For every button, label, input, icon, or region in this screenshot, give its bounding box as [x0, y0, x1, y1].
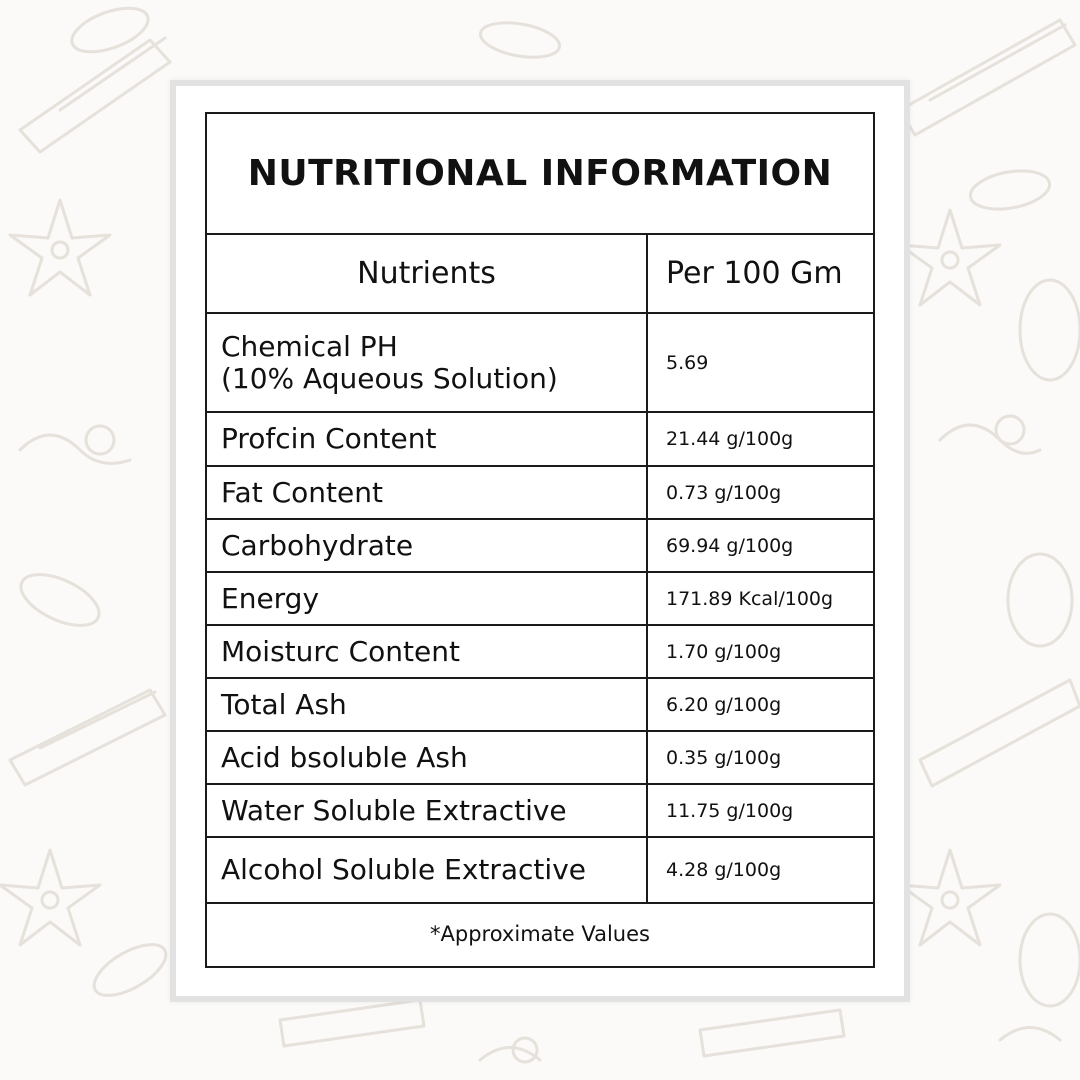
table-row [207, 679, 873, 732]
nutrient-value: 171.89 Kcal/100g [646, 573, 873, 624]
cinnamon-stick-icon [10, 690, 165, 785]
header-per-100-gm: Per 100 Gm [646, 235, 873, 312]
table-row [207, 626, 873, 679]
nutrition-table [205, 112, 875, 968]
nutrient-name: Water Soluble Extractive [221, 793, 567, 827]
nutrient-value: 4.28 g/100g [646, 838, 873, 902]
cinnamon-stick-icon [900, 20, 1075, 135]
nutrient-name: Fat Content [221, 475, 383, 509]
nutrient-name-text: Chemical PH (10% Aqueous Solution) [221, 329, 558, 395]
table-row [207, 314, 873, 413]
footnote: *Approximate Values [430, 922, 650, 946]
table-row [207, 520, 873, 573]
table-row [207, 573, 873, 626]
nutrient-value: 1.70 g/100g [646, 626, 873, 677]
nutrient-name: Carbohydrate [221, 528, 414, 562]
table-body [207, 314, 873, 904]
star-anise-icon [900, 210, 1000, 305]
nutrient-value: 0.35 g/100g [646, 732, 873, 783]
table-row [207, 838, 873, 904]
header-nutrients: Nutrients [357, 256, 496, 291]
nutrient-name: Alcohol Soluble Extractive [221, 853, 586, 886]
nutrient-value: 6.20 g/100g [646, 679, 873, 730]
nutrient-name: Acid bsoluble Ash [221, 740, 468, 774]
star-anise-icon [900, 850, 1000, 945]
cinnamon-stick-icon [920, 680, 1080, 786]
star-anise-icon [10, 200, 110, 295]
nutrient-value: 11.75 g/100g [646, 785, 873, 836]
nutrient-value: 0.73 g/100g [646, 467, 873, 518]
table-row [207, 785, 873, 838]
nutrient-value: 21.44 g/100g [646, 413, 873, 465]
table-title: NUTRITIONAL INFORMATION [247, 153, 833, 194]
table-row [207, 467, 873, 520]
cinnamon-stick-icon [20, 38, 170, 152]
nutrient-value: 69.94 g/100g [646, 520, 873, 571]
table-header-row [207, 235, 873, 314]
nutrient-name: Moisturc Content [221, 634, 460, 668]
nutrient-name: Profcin Content [221, 422, 437, 455]
nutrient-name: Total Ash [221, 687, 347, 721]
nutrient-name: Energy [221, 581, 320, 615]
star-anise-icon [0, 850, 100, 945]
nutrient-name [207, 314, 646, 411]
cinnamon-stick-icon [280, 1000, 844, 1056]
table-row [207, 732, 873, 785]
nutrient-value: 5.69 [646, 314, 873, 411]
table-row [207, 413, 873, 467]
table-title-row [207, 114, 873, 235]
